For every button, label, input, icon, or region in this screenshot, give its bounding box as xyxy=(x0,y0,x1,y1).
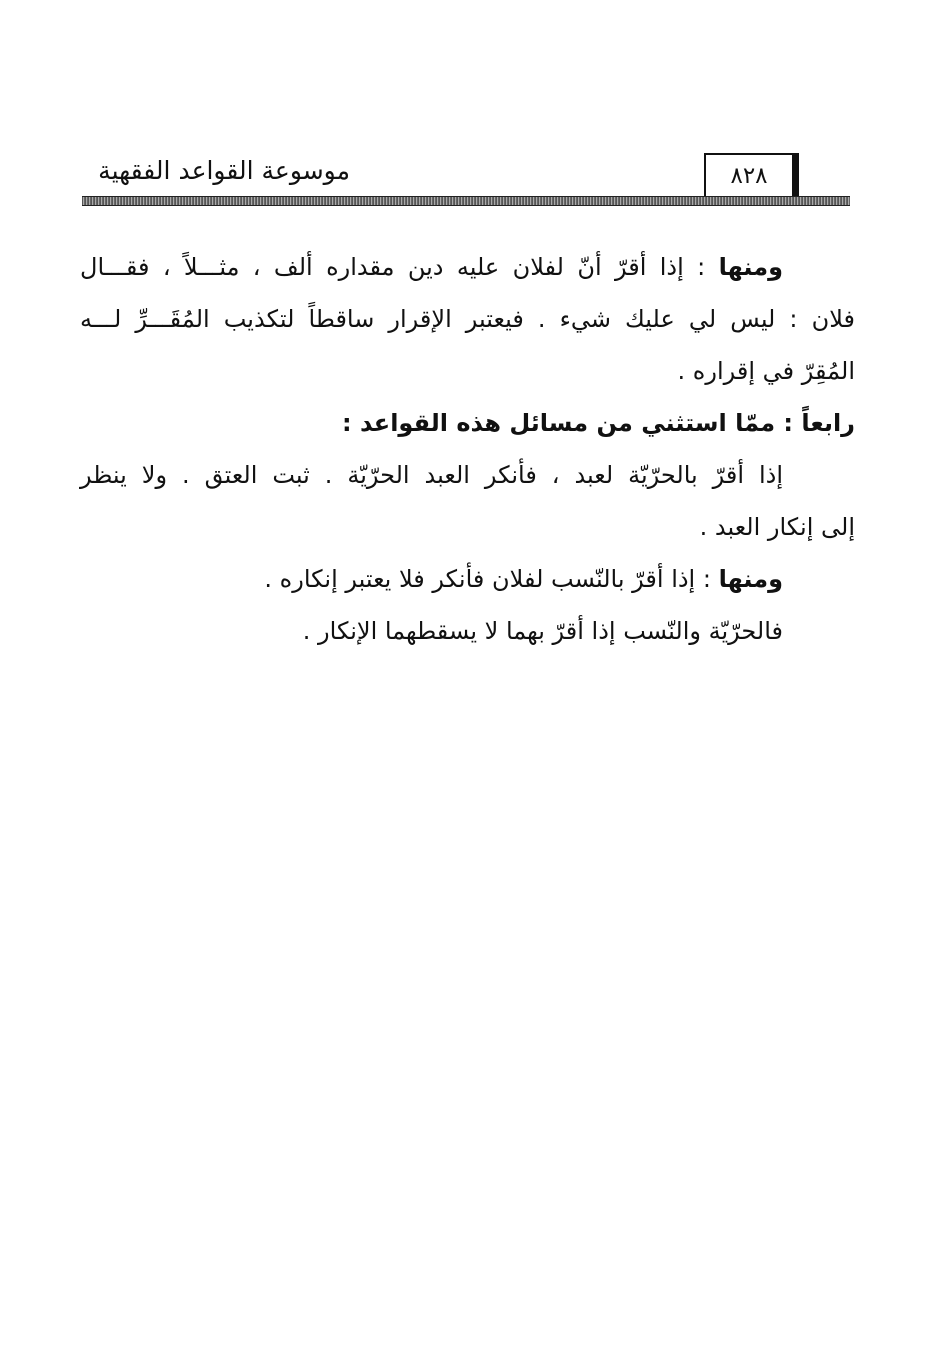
section-heading: رابعاً : ممّا استثني من مسائل هذه القواعد : xyxy=(341,409,855,437)
paragraph-3-text: : إذا أقرّ بالنّسب لفلان فأنكر فلا يعتبر إنكاره . xyxy=(264,565,719,593)
paragraph-3 xyxy=(80,557,855,609)
paragraph-1-text: : إذا أقرّ أنّ لفلان عليه دين مقداره ألف ، مثـــلاً ، فقـــال xyxy=(80,253,719,281)
page-body xyxy=(80,245,855,661)
paragraph-4: فالحرّيّة والنّسب إذا أقرّ بهما لا يسقطهما الإنكار . xyxy=(302,617,783,645)
example-lead: ومنها xyxy=(718,253,783,281)
book-title: موسوعة القواعد الفقهية xyxy=(98,156,350,185)
paragraph-2-line-2: إلى إنكار العبد . xyxy=(699,513,855,541)
paragraph-1-line-1 xyxy=(80,245,855,297)
header-rule xyxy=(82,196,850,206)
paragraph-1-line-2: فلان : ليس لي عليك شيء . فيعتبر الإقرار ساقطاً لتكذيب المُقَـــرِّ لـــه xyxy=(80,305,855,333)
example-lead: ومنها xyxy=(718,565,783,593)
paragraph-1-line-3: المُقِرّ في إقراره . xyxy=(677,357,855,385)
page-number: ٨٢٨ xyxy=(704,153,794,199)
page-header xyxy=(82,150,850,208)
paragraph-2-line-1: إذا أقرّ بالحرّيّة لعبد ، فأنكر العبد الحرّيّة . ثبت العتق . ولا ينظر xyxy=(80,461,783,489)
